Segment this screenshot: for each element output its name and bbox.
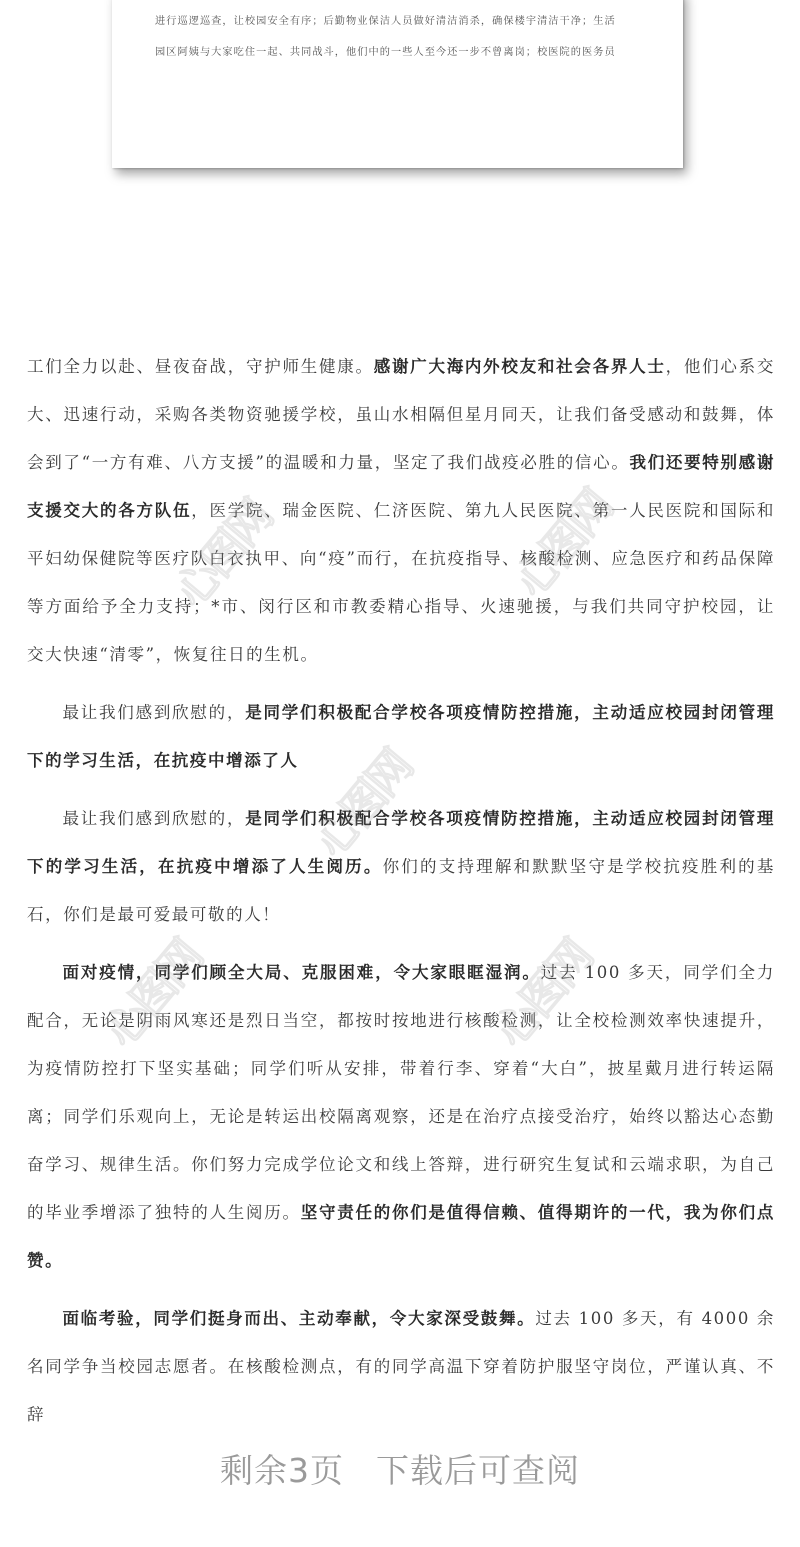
text-segment: 最让我们感到欣慰的，: [62, 809, 246, 828]
paragraph-facing-epidemic: [27, 949, 775, 1285]
text-segment: 你们的支持理解和默默坚守是学校抗疫胜利的基石，你们是最可爱最可敬的人！: [27, 857, 775, 924]
download-to-read-more-link[interactable]: [0, 1445, 800, 1492]
paragraph-thanks: [27, 343, 775, 679]
text-segment: ，医学院、瑞金医院、仁济医院、第九人民医院、第一人民医院和国际和平妇幼保健院等医疗队白衣执甲、向“疫”而行，在抗疫指导、核酸检测、应急医疗和药品保障等方面给予全力支持；*市、闵行区和市教委精心指导、火速驰援，与我们共同守护校园，让交大快速“清零”，恢复往日的生机。: [27, 501, 775, 664]
preview-line: 进行巡逻巡查，让校园安全有序；后勤物业保洁人员做好清洁消杀，确保楼宇清洁干净；生活: [155, 16, 616, 27]
watermark-logo: 心图网: [505, 482, 622, 608]
paragraph-facing-test: [27, 1295, 775, 1439]
bold-segment: 是同学们积极配合学校各项疫情防控措施，主动适应校园封闭管理下的学习生活，在抗疫中增添了人: [27, 703, 776, 770]
bold-segment: 感谢广大海内外校友和社会各界人士: [373, 357, 666, 376]
bold-segment: 是同学们积极配合学校各项疫情防控措施，主动适应校园封闭管理下的学习生活，在抗疫中增添了人生阅历。: [27, 809, 776, 876]
bold-segment: 我们还要特别感谢支援交大的各方队伍: [27, 453, 775, 520]
watermark-logo: 心图网: [95, 932, 212, 1058]
document-page-preview: [112, 0, 683, 168]
download-label: 下载后可查阅: [376, 1451, 580, 1490]
paragraph-gratified: [27, 795, 775, 939]
text-segment: ，他们心系交大、迅速行动，采购各类物资驰援学校，虽山水相隔但星月同天，让我们备受感动和鼓舞，体会到了“一方有难、八方支援”的温暖和力量，坚定了我们战疫必胜的信心。: [27, 357, 775, 472]
paragraph-gratified-truncated: [27, 689, 775, 785]
bold-segment: 面临考验，同学们挺身而出、主动奉献，令大家深受鼓舞。: [62, 1309, 536, 1328]
bold-segment: 坚守责任的你们是值得信赖、值得期许的一代，我为你们点赞。: [27, 1203, 776, 1270]
text-segment: 过去 100 多天，有 4000 余名同学争当校园志愿者。在核酸检测点，有的同学高温下穿着防护服坚守岗位，严谨认真、不辞: [27, 1309, 776, 1424]
text-segment: 过去 100 多天，同学们全力配合，无论是阴雨风寒还是烈日当空，都按时按地进行核酸检测，让全校检测效率快速提升，为疫情防控打下坚实基础；同学们听从安排，带着行李、穿着“大白”，披星戴月进行转运隔离；同学们乐观向上，无论是转运出校隔离观察，还是在治疗点接受治疗，始终以豁达心态勤奋学习、规律生活。你们努力完成学位论文和线上答辩，进行研究生复试和云端求职，为自己的毕业季增添了独特的人生阅历。: [27, 963, 776, 1222]
remaining-pages-label: 剩余3页: [220, 1451, 344, 1490]
text-segment: 工们全力以赴、昼夜奋战，守护师生健康。: [27, 357, 374, 376]
watermark-logo: 心图网: [305, 742, 422, 868]
document-body: [27, 343, 775, 1439]
text-segment: 最让我们感到欣慰的，: [62, 703, 246, 722]
bold-segment: 面对疫情，同学们顾全大局、克服困难，令大家眼眶湿润。: [62, 963, 541, 982]
watermark-logo: 心图网: [165, 492, 282, 618]
preview-line: 园区阿姨与大家吃住一起、共同战斗，他们中的一些人至今还一步不曾离岗；校医院的医务员: [155, 47, 616, 58]
watermark-logo: 心图网: [485, 932, 602, 1058]
